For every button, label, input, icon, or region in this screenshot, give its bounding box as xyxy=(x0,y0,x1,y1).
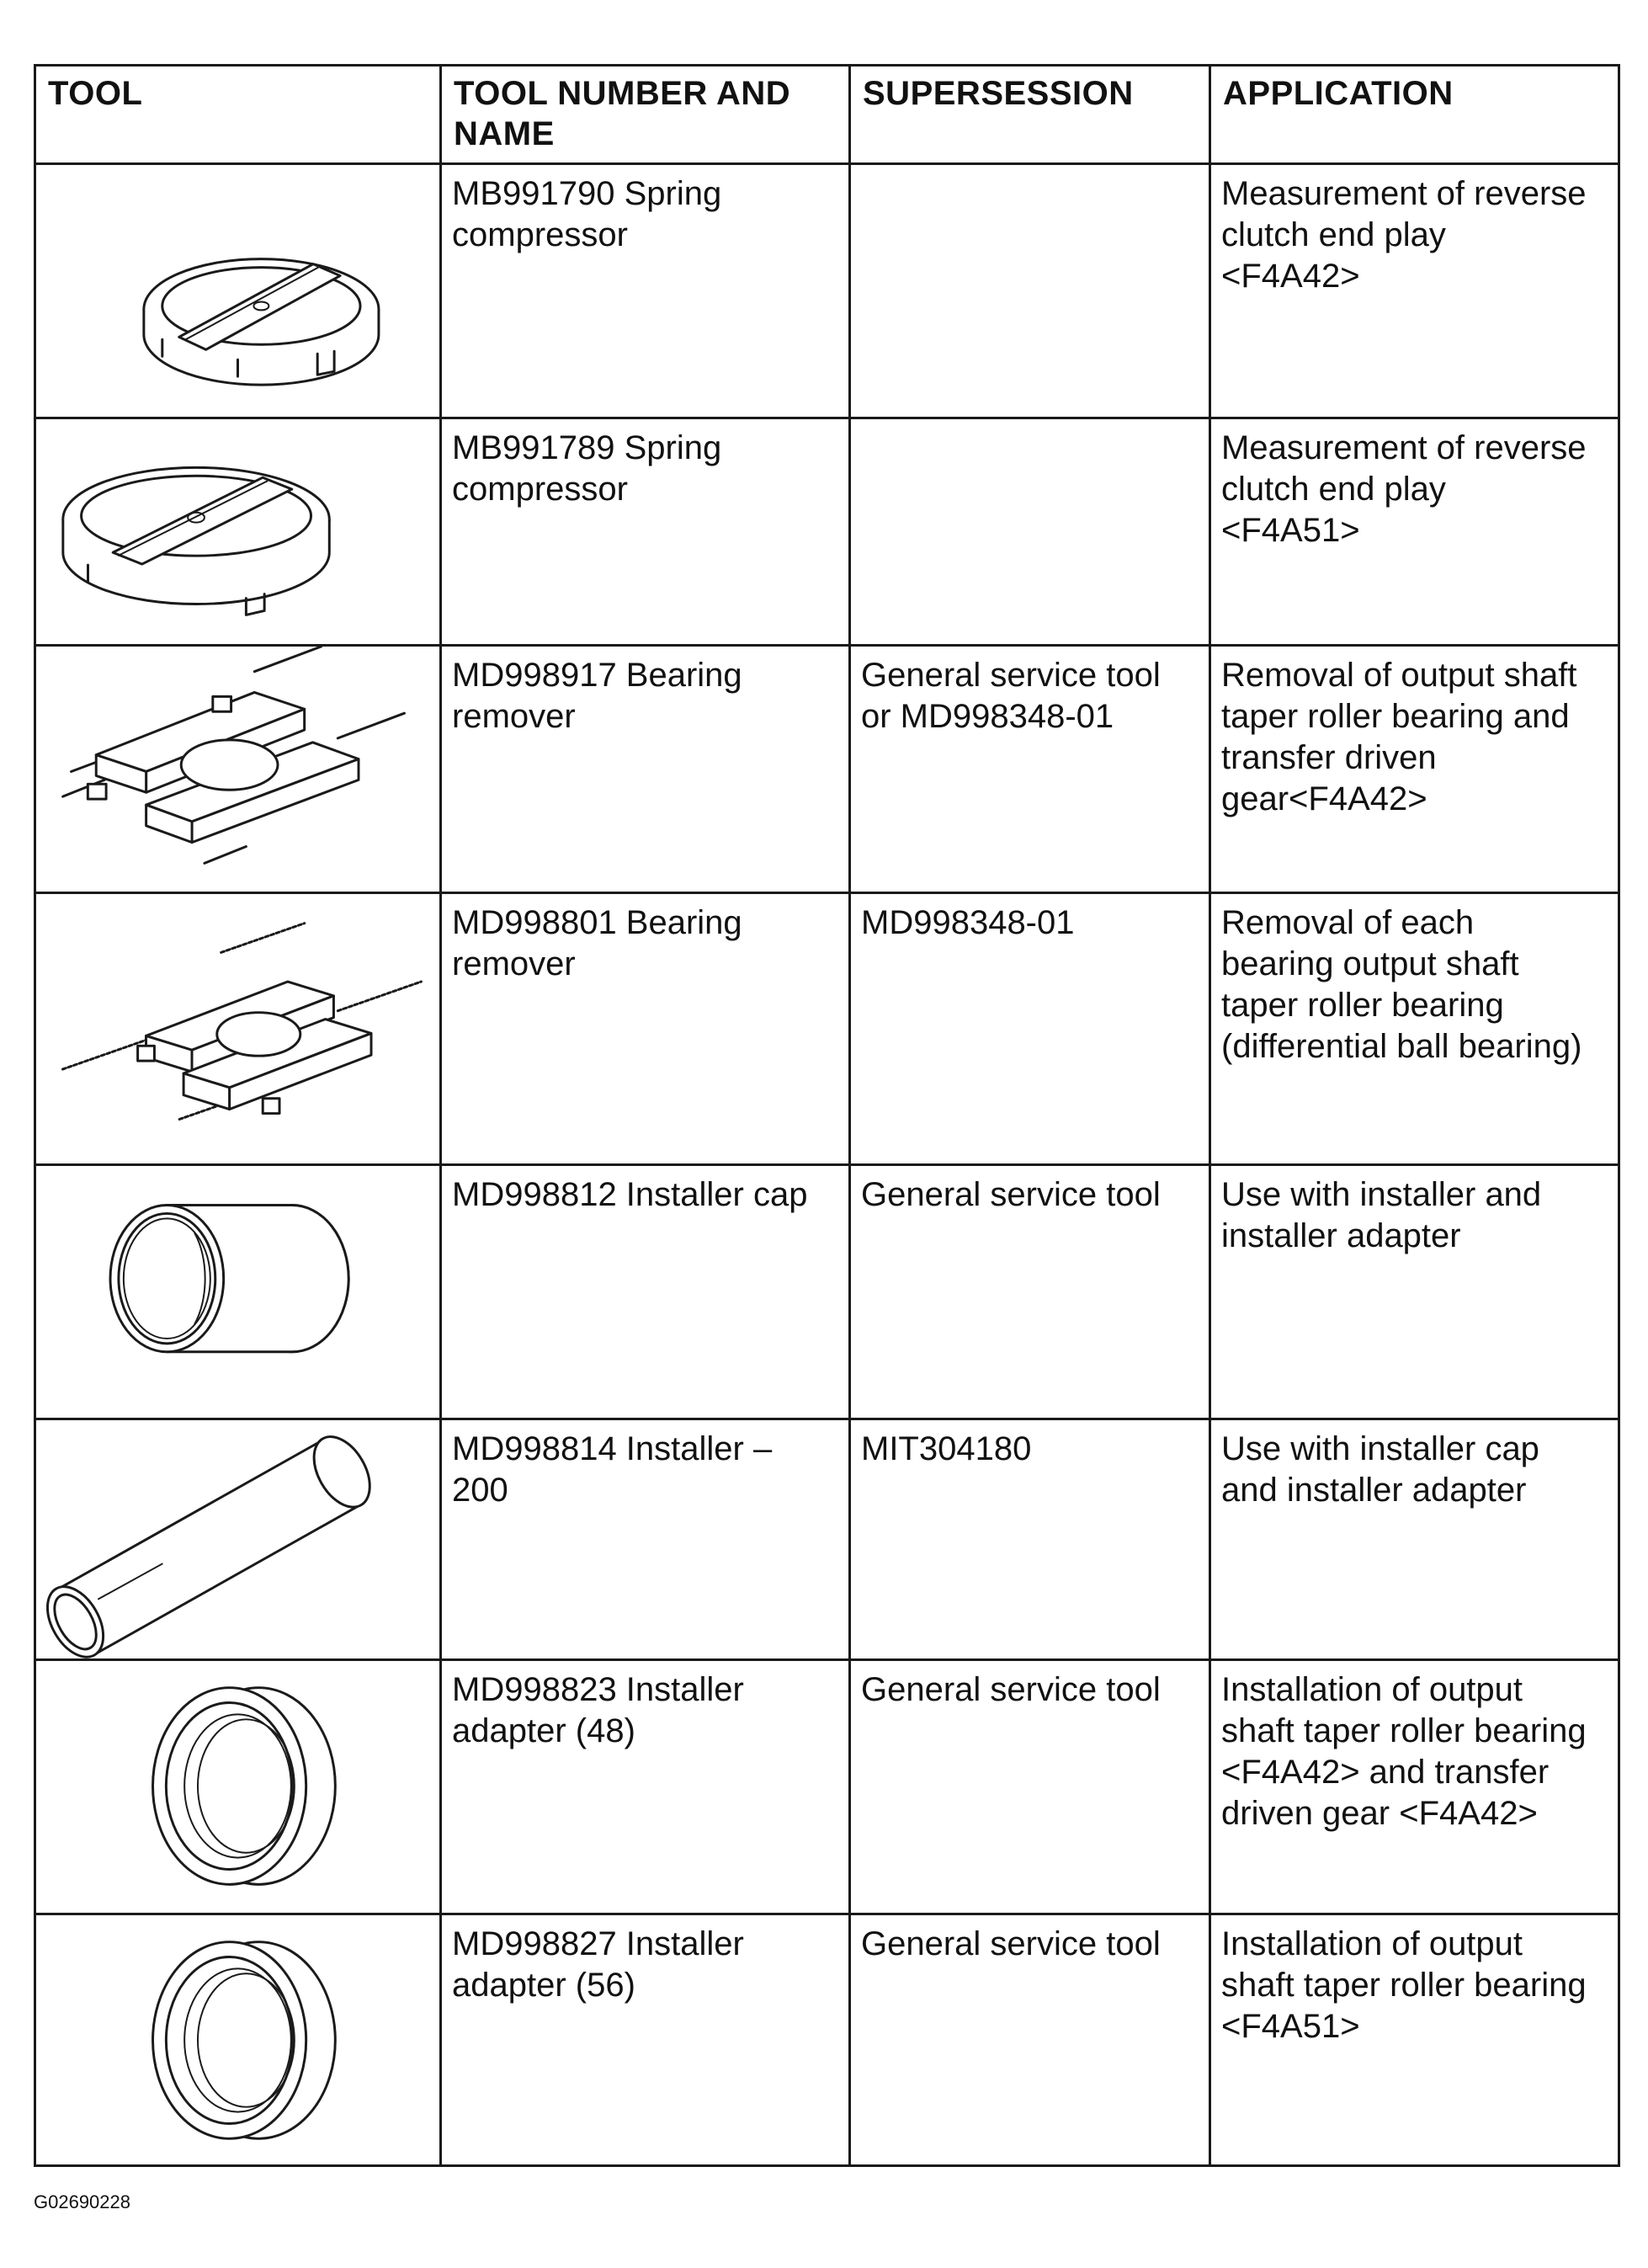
spring-compressor-icon xyxy=(36,165,439,417)
tool-application: Use with installer cap and installer adapter xyxy=(1210,1419,1619,1660)
tool-supersession xyxy=(850,418,1210,646)
installer-tube-icon xyxy=(36,1420,439,1658)
tool-supersession: General service tool xyxy=(850,1914,1210,2166)
tool-supersession: MIT304180 xyxy=(850,1419,1210,1660)
header-tool: TOOL xyxy=(35,66,441,164)
tool-application: Installation of output shaft taper roller bearing <F4A51> xyxy=(1210,1914,1619,2166)
table-row xyxy=(35,418,1619,646)
tool-number-name: MD998814 Installer – 200 xyxy=(441,1419,850,1660)
tool-supersession xyxy=(850,164,1210,418)
tool-application: Removal of output shaft taper roller bearing and transfer driven gear<F4A42> xyxy=(1210,646,1619,893)
header-application: APPLICATION xyxy=(1210,66,1619,164)
tool-illustration-cell xyxy=(35,1165,441,1419)
tool-supersession: General service tool xyxy=(850,1165,1210,1419)
tool-application: Use with installer and installer adapter xyxy=(1210,1165,1619,1419)
tool-number-name: MD998801 Bearing remover xyxy=(441,893,850,1165)
tool-number-name: MB991790 Spring compressor xyxy=(441,164,850,418)
installer-adapter-icon xyxy=(36,1915,439,2164)
tool-application: Measurement of reverse clutch end play <F4A42> xyxy=(1210,164,1619,418)
tool-illustration-cell xyxy=(35,646,441,893)
tool-illustration-cell xyxy=(35,418,441,646)
tool-illustration-cell xyxy=(35,164,441,418)
installer-cap-icon xyxy=(36,1166,439,1418)
tool-number-name: MD998823 Installer adapter (48) xyxy=(441,1660,850,1914)
special-tools-table xyxy=(34,64,1620,2167)
tool-number-name: MD998812 Installer cap xyxy=(441,1165,850,1419)
tool-number-name: MB991789 Spring compressor xyxy=(441,418,850,646)
tool-illustration-cell xyxy=(35,1660,441,1914)
table-header-row xyxy=(35,66,1619,164)
table-row xyxy=(35,1419,1619,1660)
header-tool-number-name: TOOL NUMBER AND NAME xyxy=(441,66,850,164)
spring-compressor-icon xyxy=(36,419,439,644)
table-row xyxy=(35,1165,1619,1419)
tool-illustration-cell xyxy=(35,893,441,1165)
table-row xyxy=(35,1914,1619,2166)
tool-supersession: General service tool or MD998348-01 xyxy=(850,646,1210,893)
bearing-remover-icon xyxy=(36,894,439,1163)
table-row xyxy=(35,164,1619,418)
table-row xyxy=(35,893,1619,1165)
header-supersession: SUPERSESSION xyxy=(850,66,1210,164)
table-row xyxy=(35,646,1619,893)
figure-id: G02690228 xyxy=(34,2191,130,2212)
installer-adapter-icon xyxy=(36,1661,439,1913)
tool-number-name: MD998917 Bearing remover xyxy=(441,646,850,893)
tool-application: Removal of each bearing output shaft taper roller bearing (differential ball bearing) xyxy=(1210,893,1619,1165)
tool-illustration-cell xyxy=(35,1419,441,1660)
table-row xyxy=(35,1660,1619,1914)
tool-application: Installation of output shaft taper roller bearing <F4A42> and transfer driven gear <F4A42> xyxy=(1210,1660,1619,1914)
bearing-remover-icon xyxy=(36,647,439,892)
tool-illustration-cell xyxy=(35,1914,441,2166)
tool-number-name: MD998827 Installer adapter (56) xyxy=(441,1914,850,2166)
tool-supersession: General service tool xyxy=(850,1660,1210,1914)
tool-application: Measurement of reverse clutch end play <F4A51> xyxy=(1210,418,1619,646)
tool-supersession: MD998348-01 xyxy=(850,893,1210,1165)
